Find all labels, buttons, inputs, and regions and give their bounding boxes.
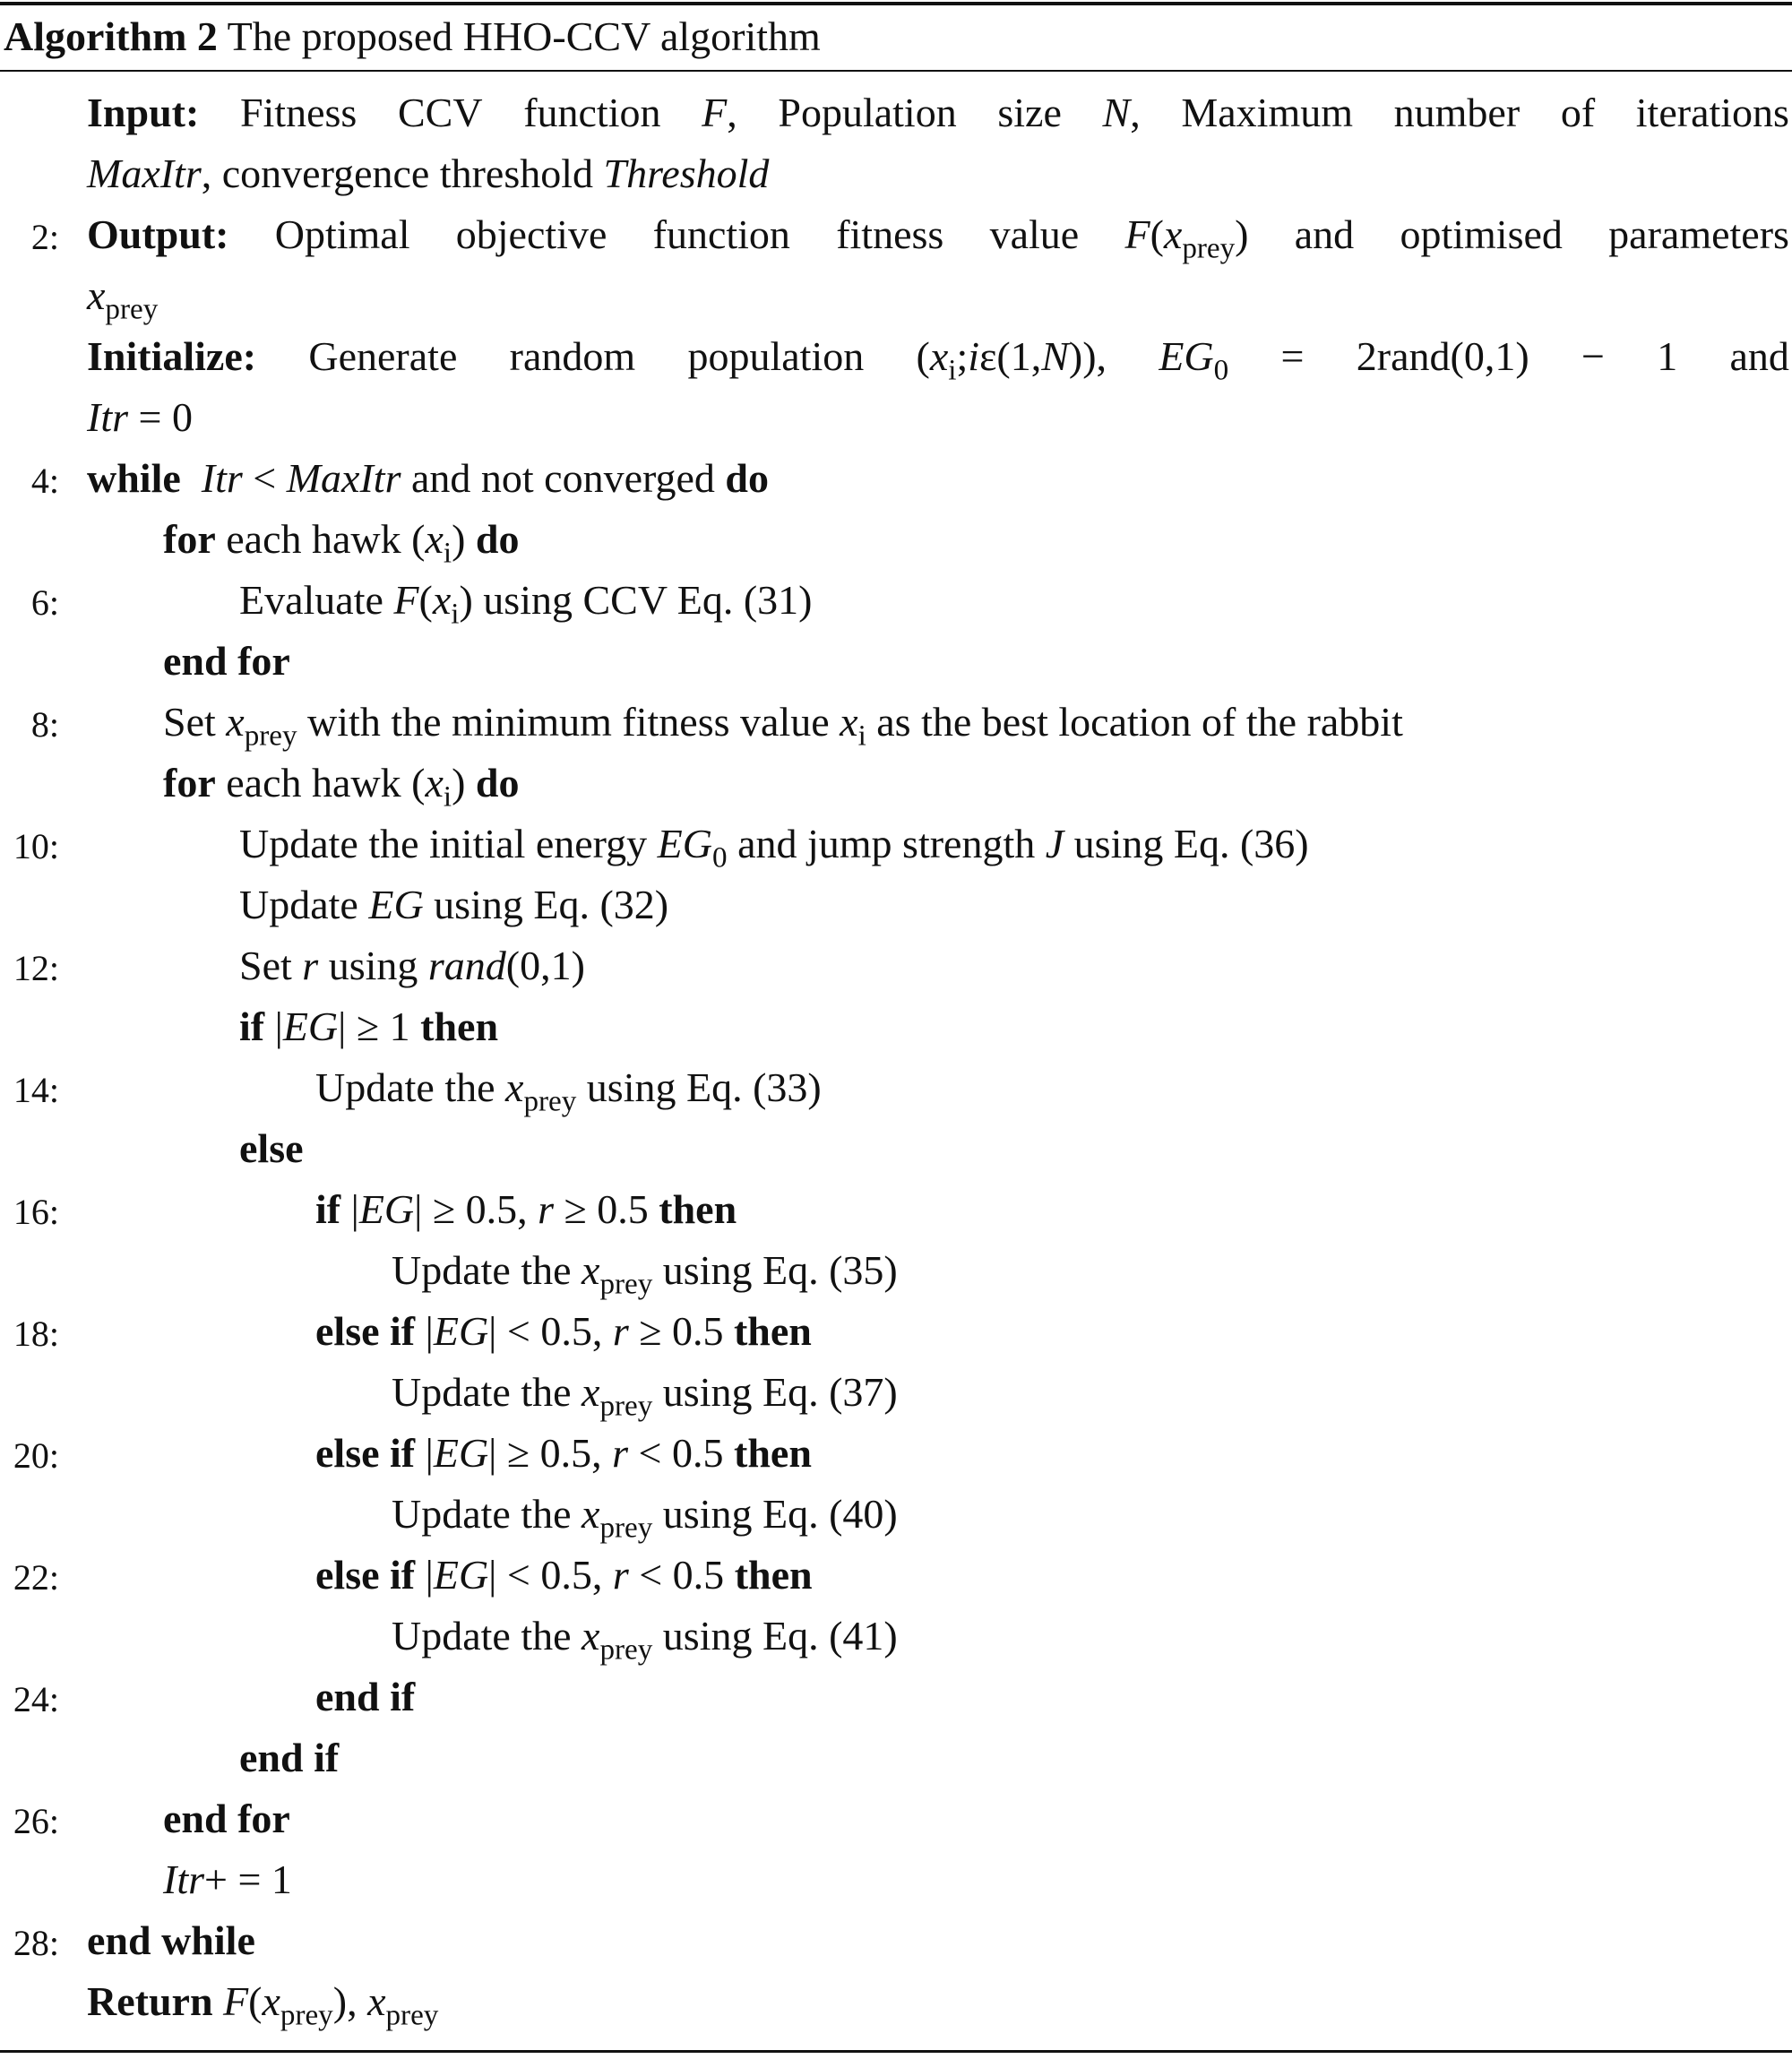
line-number: 8:	[30, 704, 59, 745]
keyword: Return	[87, 1978, 213, 2024]
keyword: Input:	[87, 90, 200, 135]
line-number: 16:	[13, 1192, 59, 1232]
line-content: Update the $x_{prey}$ using Eq. (40)	[392, 1491, 898, 1545]
bottom-rule	[0, 2050, 1792, 2053]
keyword: end for	[163, 638, 290, 684]
line-content: for each hawk $(x_i)$ do	[163, 760, 520, 814]
line-content	[163, 631, 290, 692]
keyword: end if	[315, 1674, 416, 1719]
line-number: 10:	[13, 826, 59, 866]
algo-line-initialize-cont	[0, 387, 1792, 448]
line-content: Update the initial energy $EG_0$ and jump strength J using Eq. (36)	[239, 821, 1309, 874]
line-number: 22:	[13, 1557, 59, 1598]
keyword: else if	[315, 1308, 416, 1354]
algo-line-end-while	[0, 1910, 1792, 1971]
keyword: else if	[315, 1430, 416, 1476]
keyword: for	[163, 760, 216, 806]
keyword-end: do	[475, 516, 520, 562]
line-content: Update EG using Eq. (32)	[239, 882, 669, 927]
algo-line-else	[0, 1118, 1792, 1179]
keyword: Initialize:	[87, 333, 257, 379]
line-content: for each hawk $(x_i)$ do	[163, 516, 520, 570]
line-content: else if |EG| ≥ 0.5, r < 0.5 then	[315, 1430, 812, 1476]
line-content: Update the $x_{prey}$ using Eq. (35)	[392, 1247, 898, 1301]
line-content: Set $x_{prey}$ with the minimum fitness value $x_i$ as the best location of the rabbit	[163, 699, 1403, 753]
algo-line-input	[0, 82, 1792, 143]
line-content: Itr = 0	[87, 394, 193, 440]
keyword: else	[239, 1125, 304, 1171]
line-content	[87, 1910, 255, 1971]
keyword-end: then	[734, 1430, 812, 1476]
algo-line-update-33	[0, 1057, 1792, 1118]
algo-line-initialize	[0, 326, 1792, 387]
line-content: if |EG| ≥ 1 then	[239, 1004, 499, 1049]
line-content	[315, 1667, 415, 1727]
algo-line-set-prey	[0, 692, 1792, 753]
keyword: else if	[315, 1552, 416, 1598]
line-number: 24:	[13, 1679, 59, 1719]
keyword: while	[87, 455, 181, 501]
line-content: Return $F(x_{prey})$, $x_{prey}$	[87, 1978, 439, 2032]
line-content: else if |EG| < 0.5, r < 0.5 then	[315, 1552, 813, 1598]
algo-line-for	[0, 509, 1792, 570]
algo-line-set-r	[0, 935, 1792, 996]
line-number: 20:	[13, 1435, 59, 1476]
line-number: 28:	[13, 1923, 59, 1963]
line-number: 12:	[13, 948, 59, 988]
algo-line-return	[0, 1971, 1792, 2032]
line-content: Update the $x_{prey}$ using Eq. (41)	[392, 1613, 898, 1667]
keyword-end: then	[733, 1308, 812, 1354]
caption-rule	[0, 70, 1792, 72]
line-content: while Itr < MaxItr and not converged do	[87, 455, 770, 501]
line-content: $x_{prey}$	[87, 272, 159, 326]
algo-line-update-energy	[0, 814, 1792, 874]
line-content: Output: Optimal objective function fitness value $F(x_{prey})$ and optimised parameters	[87, 204, 1789, 265]
keyword: end while	[87, 1917, 255, 1963]
line-content: if |EG| ≥ 0.5, r ≥ 0.5 then	[315, 1186, 737, 1232]
line-number: 2:	[30, 217, 59, 257]
keyword: end if	[239, 1735, 340, 1780]
line-content: Update the $x_{prey}$ using Eq. (37)	[392, 1369, 898, 1423]
line-content	[163, 1788, 290, 1849]
keyword: Output:	[87, 211, 229, 257]
line-content: Itr+ = 1	[163, 1857, 292, 1902]
line-content	[239, 1727, 339, 1788]
algorithm-caption	[4, 7, 821, 66]
line-number: 14:	[13, 1070, 59, 1110]
line-content: Update the $x_{prey}$ using Eq. (33)	[315, 1064, 822, 1118]
keyword: for	[163, 516, 216, 562]
line-content: Input: Fitness CCV function F, Population size N, Maximum number of iterations	[87, 82, 1789, 143]
algo-line-update-41	[0, 1606, 1792, 1667]
keyword-end: do	[725, 455, 770, 501]
line-content: Evaluate $F(x_i)$ using CCV Eq. (31)	[239, 577, 813, 631]
caption-label: Algorithm 2	[4, 13, 218, 59]
keyword: end for	[163, 1796, 290, 1841]
algo-line-evaluate	[0, 570, 1792, 631]
algo-line-update-eg	[0, 874, 1792, 935]
algo-line-else-if-3	[0, 1545, 1792, 1606]
keyword-end: then	[734, 1552, 813, 1598]
algo-line-input-cont	[0, 143, 1792, 204]
keyword: if	[239, 1004, 265, 1049]
algo-line-end-if-inner	[0, 1667, 1792, 1727]
algo-line-update-40	[0, 1484, 1792, 1545]
line-content: Set r using rand(0,1)	[239, 943, 585, 988]
line-content: MaxItr, convergence threshold Threshold	[87, 151, 770, 196]
algo-line-end-if-outer	[0, 1727, 1792, 1788]
algo-line-update-37	[0, 1362, 1792, 1423]
line-number: 6:	[30, 582, 59, 623]
keyword: if	[315, 1186, 341, 1232]
line-content	[239, 1118, 304, 1179]
algo-line-end-for-2	[0, 1788, 1792, 1849]
algo-line-else-if-2	[0, 1423, 1792, 1484]
line-number: 18:	[13, 1314, 59, 1354]
line-content: else if |EG| < 0.5, r ≥ 0.5 then	[315, 1308, 812, 1354]
line-content: Initialize: Generate random population $(x_i;i\varepsilon(1,N))$, $EG_0$ = 2rand(0,1) − 1 and	[87, 326, 1789, 387]
algo-line-else-if-1	[0, 1301, 1792, 1362]
algo-line-end-for	[0, 631, 1792, 692]
algo-line-output	[0, 204, 1792, 265]
algo-line-output-cont	[0, 265, 1792, 326]
algo-line-increment	[0, 1849, 1792, 1910]
top-rule	[0, 2, 1792, 5]
caption-title: The proposed HHO-CCV algorithm	[227, 13, 821, 59]
line-number: 4:	[30, 461, 59, 501]
algo-line-update-35	[0, 1240, 1792, 1301]
algo-line-while	[0, 448, 1792, 509]
line-number: 26:	[13, 1801, 59, 1841]
algo-line-for-2	[0, 753, 1792, 814]
keyword-end: then	[659, 1186, 737, 1232]
algo-line-if	[0, 996, 1792, 1057]
keyword-end: then	[420, 1004, 499, 1049]
keyword-end: do	[475, 760, 520, 806]
algo-line-if-2	[0, 1179, 1792, 1240]
